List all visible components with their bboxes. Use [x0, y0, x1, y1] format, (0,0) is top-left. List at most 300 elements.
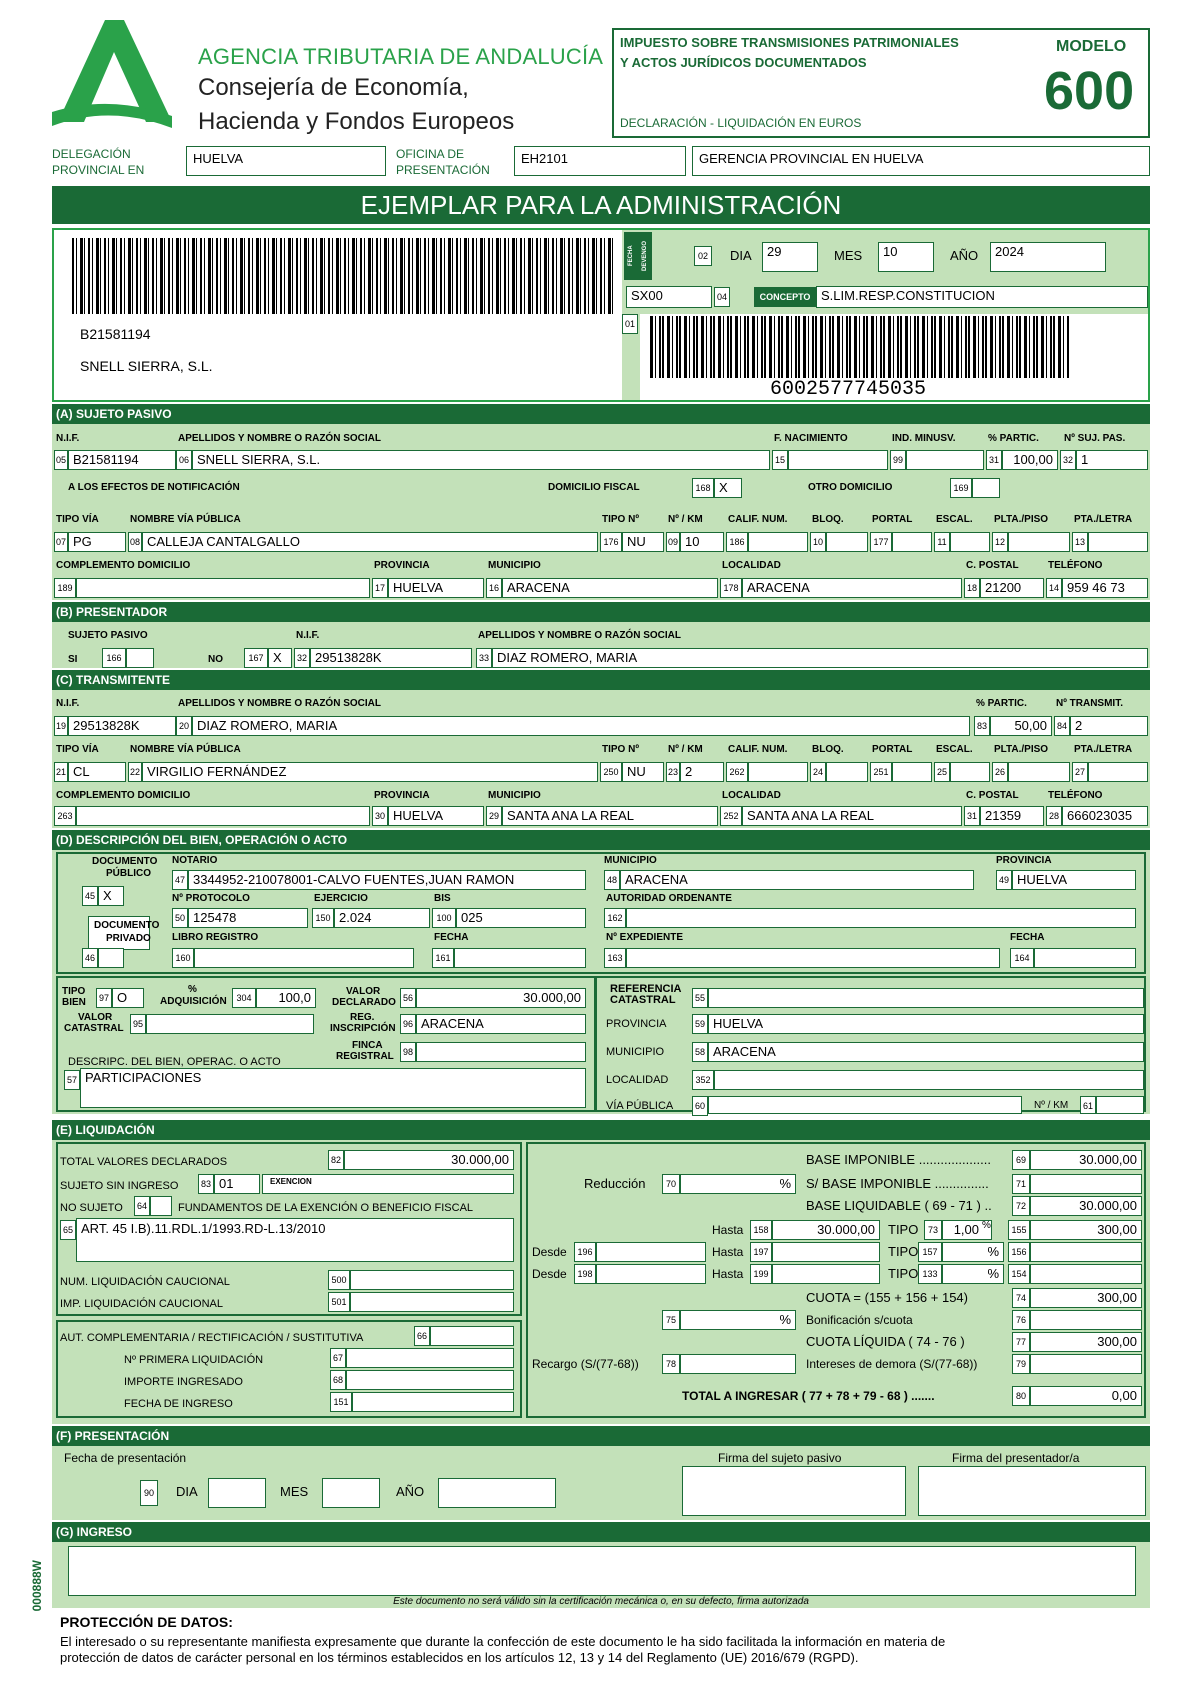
b-no-field[interactable]: X	[268, 648, 292, 668]
delegacion-field[interactable]: HUELVA	[186, 146, 386, 176]
concepto-field[interactable]: S.LIM.RESP.CONSTITUCION	[816, 286, 1148, 308]
section-a-title: (A) SUJETO PASIVO	[52, 404, 1150, 424]
c-cp-field[interactable]: 21359	[980, 806, 1044, 826]
a-prov-field[interactable]: HUELVA	[388, 578, 484, 598]
a-tipovia-field[interactable]: PG	[68, 532, 126, 552]
e-numcau-field[interactable]	[350, 1270, 514, 1290]
field-num-76: 76	[1012, 1310, 1030, 1330]
a-bloq-label: BLOQ.	[812, 514, 844, 525]
d-valcat-field[interactable]	[146, 1014, 314, 1034]
field-num-304: 304	[232, 988, 256, 1008]
a-mun-label: MUNICIPIO	[488, 560, 541, 571]
a-loc-label: LOCALIDAD	[722, 560, 781, 571]
a-apell-field[interactable]: SNELL SIERRA, S.L.	[192, 450, 770, 470]
f-anio-field[interactable]	[438, 1478, 556, 1508]
d-tipobien-label-2: BIEN	[62, 997, 86, 1008]
field-num-07: 07	[54, 532, 68, 552]
e-hasta-field-3[interactable]	[772, 1264, 880, 1284]
field-num-352: 352	[692, 1070, 714, 1090]
d-provincia-field[interactable]: HUELVA	[1012, 870, 1136, 890]
g-note: Este documento no será válido sin la certificación mecánica o, en su defecto, firma autorizada	[393, 1596, 809, 1607]
d-docpub-label-1: DOCUMENTO	[92, 856, 158, 867]
e-nosuj-field[interactable]	[150, 1196, 172, 1216]
d-nkm-label: Nº / KM	[1034, 1100, 1069, 1111]
field-num-46: 46	[82, 948, 98, 968]
d-ejer-field[interactable]: 2.024	[334, 908, 430, 928]
a-part-label: % PARTIC.	[988, 433, 1039, 444]
d-prov2-field[interactable]: HUELVA	[708, 1014, 1144, 1034]
mes-field[interactable]: 10	[878, 242, 934, 272]
b-nif-label: N.I.F.	[296, 630, 320, 641]
field-num-01: 01	[622, 314, 638, 334]
e-int-field[interactable]	[1030, 1354, 1142, 1374]
tax-title-1: IMPUESTO SOBRE TRANSMISIONES PATRIMONIALES	[620, 35, 959, 50]
tax-title-2: Y ACTOS JURÍDICOS DOCUMENTADOS	[620, 55, 867, 70]
c-mun-field[interactable]: SANTA ANA LA REAL	[502, 806, 718, 826]
e-base-field[interactable]: 30.000,00	[1030, 1150, 1142, 1170]
concepto-label: CONCEPTO	[754, 287, 816, 307]
c-tel-field[interactable]: 666023035	[1062, 806, 1148, 826]
d-tipobien-field[interactable]: O	[112, 988, 144, 1008]
field-num-151: 151	[330, 1392, 352, 1412]
d-refcat-label-1: REFERENCIA	[610, 983, 682, 995]
b-suj-label: SUJETO PASIVO	[68, 630, 148, 641]
a-compl-field[interactable]	[76, 578, 370, 598]
e-hasta-label-2: Hasta	[712, 1245, 744, 1259]
barcode-right	[650, 316, 1070, 378]
field-num-60: 60	[692, 1096, 708, 1116]
field-num-49: 49	[996, 870, 1012, 890]
field-num-133: 133	[918, 1264, 942, 1284]
field-num-177: 177	[870, 532, 892, 552]
d-finca-label-1: FINCA	[352, 1040, 383, 1051]
e-desde-label-2: Desde	[532, 1267, 567, 1281]
e-hasta-field-2[interactable]	[772, 1242, 880, 1262]
a-notif-label: A LOS EFECTOS DE NOTIFICACIÓN	[68, 482, 240, 493]
e-tipo-label-2: TIPO	[888, 1244, 919, 1259]
d-loc-label: LOCALIDAD	[606, 1074, 669, 1086]
c-nombrevia-field[interactable]: VIRGILIO FERNÁNDEZ	[142, 762, 598, 782]
d-descr-field[interactable]: PARTICIPACIONES	[80, 1068, 586, 1108]
b-si-field[interactable]	[126, 648, 154, 668]
f-firma-pres-field[interactable]	[918, 1466, 1146, 1516]
e-nprim-field[interactable]	[346, 1348, 514, 1368]
a-portal-field[interactable]	[892, 532, 932, 552]
a-escal-field[interactable]	[950, 532, 990, 552]
b-si-label: SI	[68, 654, 78, 665]
a-domfis-label: DOMICILIO FISCAL	[548, 482, 640, 493]
agency-logo	[50, 18, 175, 128]
c-bloq-label: BLOQ.	[812, 744, 844, 755]
e-cliq-field[interactable]: 300,00	[1030, 1332, 1142, 1352]
e-rec-field[interactable]	[680, 1354, 796, 1374]
c-nkm-label: Nº / KM	[668, 744, 703, 755]
e-cliq-label: CUOTA LÍQUIDA ( 74 - 76 )	[806, 1334, 965, 1349]
d-nkm-field[interactable]	[1096, 1096, 1144, 1114]
fecha-devengo-label: FECHA DEVENGO	[624, 232, 652, 280]
f-firma-pres-label: Firma del presentador/a	[952, 1451, 1080, 1465]
field-num-02: 02	[694, 246, 712, 266]
field-num-83e: 83	[198, 1174, 214, 1194]
d-docpriv-label-1: DOCUMENTO	[94, 920, 160, 931]
c-tel-label: TELÉFONO	[1048, 790, 1103, 801]
c-apell-field[interactable]: DIAZ ROMERO, MARIA	[192, 716, 970, 736]
d-valdecl-field[interactable]: 30.000,00	[416, 988, 586, 1008]
d-reg-label-1: REG.	[350, 1012, 375, 1023]
modelo-number: 600	[1044, 61, 1135, 121]
field-num-23: 23	[666, 762, 680, 782]
sx-field[interactable]: SX00	[626, 286, 712, 308]
e-bonif-label: Bonificación s/cuota	[806, 1313, 913, 1327]
field-num-97: 97	[96, 988, 112, 1008]
c-portal-label: PORTAL	[872, 744, 913, 755]
e-bonif-field[interactable]	[1030, 1310, 1142, 1330]
field-num-150: 150	[312, 908, 334, 928]
a-nif-field[interactable]: B21581194	[68, 450, 176, 470]
e-impcau-field[interactable]	[350, 1292, 514, 1312]
field-num-155: 155	[1008, 1220, 1030, 1240]
field-num-156: 156	[1008, 1242, 1030, 1262]
c-portal-field[interactable]	[892, 762, 932, 782]
field-num-19: 19	[54, 716, 68, 736]
d-mun2-field[interactable]: ARACENA	[708, 1042, 1144, 1062]
c-pta-field[interactable]	[1088, 762, 1148, 782]
b-no-label: NO	[208, 654, 223, 665]
field-num-196: 196	[574, 1242, 596, 1262]
field-num-15: 15	[772, 450, 788, 470]
field-num-71: 71	[1012, 1174, 1030, 1194]
field-num-64: 64	[134, 1196, 150, 1216]
field-num-31: 31	[986, 450, 1002, 470]
a-cp-field[interactable]: 21200	[980, 578, 1044, 598]
field-num-57: 57	[64, 1070, 80, 1090]
e-hasta-label-1: Hasta	[712, 1223, 744, 1237]
d-tipobien-label-1: TIPO	[62, 986, 86, 997]
field-num-05: 05	[54, 450, 68, 470]
c-loc-field[interactable]: SANTA ANA LA REAL	[742, 806, 962, 826]
field-num-162: 162	[604, 908, 626, 928]
a-part-field[interactable]: 100,00	[1002, 450, 1058, 470]
d-fecha2-label: FECHA	[1010, 932, 1045, 943]
field-num-26: 26	[992, 762, 1008, 782]
a-prov-label: PROVINCIA	[374, 560, 430, 571]
a-nsuj-field[interactable]: 1	[1076, 450, 1148, 470]
field-num-501: 501	[328, 1292, 350, 1312]
oficina-name-field[interactable]: GERENCIA PROVINCIAL EN HUELVA	[692, 146, 1150, 176]
d-fecha-field[interactable]	[454, 948, 586, 968]
a-plta-field[interactable]	[1008, 532, 1070, 552]
c-prov-field[interactable]: HUELVA	[388, 806, 484, 826]
field-num-22: 22	[128, 762, 142, 782]
field-num-169: 169	[950, 478, 972, 498]
e-aut-field[interactable]	[430, 1326, 514, 1346]
e-cuota-field[interactable]: 300,00	[1030, 1288, 1142, 1308]
c-escal-label: ESCAL.	[936, 744, 973, 755]
field-num-55: 55	[692, 988, 708, 1008]
d-docpub-field[interactable]: X	[98, 886, 124, 906]
barcode-left	[72, 238, 614, 314]
field-num-178: 178	[720, 578, 742, 598]
d-refcat-label-2: CATASTRAL	[610, 994, 676, 1006]
c-escal-field[interactable]	[950, 762, 990, 782]
f-dia-label: DIA	[176, 1484, 198, 1499]
field-num-251: 251	[870, 762, 892, 782]
c-part-field[interactable]: 50,00	[990, 716, 1052, 736]
f-firma-suj-field[interactable]	[682, 1466, 906, 1516]
field-num-82: 82	[328, 1150, 344, 1170]
field-num-06: 06	[176, 450, 192, 470]
field-num-163: 163	[604, 948, 626, 968]
a-apell-label: APELLIDOS Y NOMBRE O RAZÓN SOCIAL	[178, 433, 381, 444]
field-num-157: 157	[918, 1242, 942, 1262]
a-ind-label: IND. MINUSV.	[892, 433, 956, 444]
field-num-80: 80	[1012, 1386, 1030, 1406]
d-nprot-field[interactable]: 125478	[188, 908, 308, 928]
field-num-75: 75	[662, 1310, 680, 1330]
dia-field[interactable]: 29	[762, 242, 818, 272]
e-impi-field[interactable]	[346, 1370, 514, 1390]
field-num-95: 95	[130, 1014, 146, 1034]
d-nexp-field[interactable]	[626, 948, 1000, 968]
field-num-83c: 83	[974, 716, 990, 736]
d-loc-field[interactable]	[714, 1070, 1144, 1090]
a-nombrevia-label: NOMBRE VÍA PÚBLICA	[130, 514, 241, 525]
c-tipon-field[interactable]: NU	[622, 762, 664, 782]
e-tipo-label-1: TIPO	[888, 1222, 919, 1237]
c-calif-label: CALIF. NUM.	[728, 744, 788, 755]
field-num-18: 18	[964, 578, 980, 598]
field-num-186: 186	[726, 532, 748, 552]
e-hasta-field-1[interactable]: 30.000,00	[772, 1220, 880, 1240]
field-num-32b: 32	[294, 648, 310, 668]
d-finca-field[interactable]	[416, 1042, 586, 1062]
d-notario-label: NOTARIO	[172, 855, 218, 866]
d-municipio-label: MUNICIPIO	[604, 855, 657, 866]
barcode-number: 6002577745035	[770, 378, 927, 401]
d-prov2-label: PROVINCIA	[606, 1018, 667, 1030]
privacy-title: PROTECCIÓN DE DATOS:	[60, 1614, 233, 1630]
d-via-label: VÍA PÚBLICA	[606, 1100, 674, 1112]
a-ind-field[interactable]	[906, 450, 984, 470]
field-num-252: 252	[720, 806, 742, 826]
a-mun-field[interactable]: ARACENA	[502, 578, 718, 598]
field-num-96: 96	[400, 1014, 416, 1034]
field-num-70: 70	[662, 1174, 680, 1194]
d-descr-label: DESCRIPC. DEL BIEN, OPERAC. O ACTO	[68, 1056, 281, 1068]
e-v155-field[interactable]: 300,00	[1030, 1220, 1142, 1240]
c-ntr-label: Nº TRANSMIT.	[1056, 698, 1123, 709]
f-anio-label: AÑO	[396, 1484, 425, 1499]
c-calif-field[interactable]	[748, 762, 808, 782]
e-tipo-label-3: TIPO	[888, 1266, 919, 1281]
e-sin-field[interactable]: 01	[214, 1174, 260, 1194]
d-adq-label-2: ADQUISICIÓN	[160, 996, 227, 1007]
e-total-label: TOTAL VALORES DECLARADOS	[60, 1156, 228, 1168]
e-fing-label: FECHA DE INGRESO	[124, 1398, 233, 1410]
field-num-74: 74	[1012, 1288, 1030, 1308]
d-reg-field[interactable]: ARACENA	[416, 1014, 586, 1034]
a-escal-label: ESCAL.	[936, 514, 973, 525]
e-tipo-field-1[interactable]: 1,00	[942, 1220, 992, 1240]
field-num-160: 160	[172, 948, 194, 968]
e-fund-field[interactable]: ART. 45 I.B).11.RDL.1/1993.RD-L.13/2010	[76, 1218, 514, 1262]
privacy-text-2: protección de datos de carácter personal en los términos establecidos en los artículos 12, 13 y 14 del Reglamento (UE) 2016/679 (RGPD).	[60, 1650, 859, 1665]
field-num-58: 58	[692, 1042, 708, 1062]
e-reduc-field[interactable]: %	[680, 1174, 796, 1194]
field-num-99: 99	[890, 450, 906, 470]
d-valcat-label-2: CATASTRAL	[64, 1023, 124, 1034]
field-num-68: 68	[330, 1370, 346, 1390]
e-v154-field[interactable]	[1030, 1264, 1142, 1284]
field-num-33b: 33	[476, 648, 492, 668]
e-fund-label: FUNDAMENTOS DE LA EXENCIÓN O BENEFICIO FISCAL	[178, 1202, 474, 1214]
field-num-98: 98	[400, 1042, 416, 1062]
consejeria-line-1: Consejería de Economía,	[198, 74, 469, 101]
e-sin-label: SUJETO SIN INGRESO	[60, 1180, 179, 1192]
a-calif-field[interactable]	[748, 532, 808, 552]
c-tipovia-field[interactable]: CL	[68, 762, 126, 782]
field-num-263: 263	[54, 806, 76, 826]
field-num-08: 08	[128, 532, 142, 552]
e-v156-field[interactable]	[1030, 1242, 1142, 1262]
a-nkm-field[interactable]: 10	[680, 532, 724, 552]
e-reduc-label: Reducción	[584, 1176, 646, 1191]
d-autor-field[interactable]	[626, 908, 1136, 928]
section-c-title: (C) TRANSMITENTE	[52, 670, 1150, 690]
anio-label: AÑO	[950, 248, 979, 263]
field-num-25: 25	[934, 762, 950, 782]
field-num-21: 21	[54, 762, 68, 782]
mes-label: MES	[834, 248, 863, 263]
field-num-17: 17	[372, 578, 388, 598]
a-cp-label: C. POSTAL	[966, 560, 1019, 571]
field-num-27: 27	[1072, 762, 1088, 782]
e-aut-label: AUT. COMPLEMENTARIA / RECTIFICACIÓN / SUSTITUTIVA	[60, 1332, 364, 1344]
a-tipon-field[interactable]: NU	[622, 532, 664, 552]
a-otro-field[interactable]	[972, 478, 1000, 498]
d-fecha2-field[interactable]	[1034, 948, 1136, 968]
b-apell-field[interactable]: DIAZ ROMERO, MARIA	[492, 648, 1148, 668]
f-dia-field[interactable]	[208, 1478, 266, 1508]
consejeria-line-2: Hacienda y Fondos Europeos	[198, 108, 515, 135]
c-bloq-field[interactable]	[826, 762, 868, 782]
d-valdecl-label-1: VALOR	[346, 986, 381, 997]
e-nosuj-label: NO SUJETO	[60, 1202, 123, 1214]
c-nif-field[interactable]: 29513828K	[68, 716, 176, 736]
copy-banner: EJEMPLAR PARA LA ADMINISTRACIÓN	[52, 186, 1150, 224]
f-fecha-label: Fecha de presentación	[64, 1451, 187, 1465]
oficina-code-field[interactable]: EH2101	[514, 146, 686, 176]
section-b-title: (B) PRESENTADOR	[52, 602, 1150, 622]
section-e-title: (E) LIQUIDACIÓN	[52, 1120, 1150, 1140]
oficina-label-2: PRESENTACIÓN	[396, 163, 490, 177]
f-mes-field[interactable]	[322, 1478, 380, 1508]
e-cuota-label: CUOTA = (155 + 156 + 154)	[806, 1290, 968, 1305]
e-totalin-field[interactable]: 0,00	[1030, 1386, 1142, 1406]
e-total-field[interactable]: 30.000,00	[344, 1150, 514, 1170]
a-domfis-field[interactable]: X	[714, 478, 742, 498]
anio-field[interactable]: 2024	[990, 242, 1106, 272]
d-libro-field[interactable]	[194, 948, 414, 968]
e-bonif-pct-field[interactable]: %	[680, 1310, 796, 1330]
e-desde-label-1: Desde	[532, 1245, 567, 1259]
field-num-16: 16	[486, 578, 502, 598]
e-base-label: BASE IMPONIBLE ....................	[806, 1152, 991, 1167]
c-prov-label: PROVINCIA	[374, 790, 430, 801]
b-nif-field[interactable]: 29513828K	[310, 648, 472, 668]
e-bliq-field[interactable]: 30.000,00	[1030, 1196, 1142, 1216]
a-tel-label: TELÉFONO	[1048, 560, 1103, 571]
d-refcat-field[interactable]	[708, 988, 1144, 1008]
c-compl-label: COMPLEMENTO DOMICILIO	[56, 790, 191, 801]
c-compl-field[interactable]	[76, 806, 370, 826]
field-num-45: 45	[82, 886, 98, 906]
a-tipon-label: TIPO Nº	[602, 514, 639, 525]
g-ingreso-field[interactable]	[68, 1546, 1136, 1596]
a-bloq-field[interactable]	[826, 532, 868, 552]
a-fnac-label: F. NACIMIENTO	[774, 433, 848, 444]
field-num-09: 09	[666, 532, 680, 552]
d-municipio-field[interactable]: ARACENA	[620, 870, 974, 890]
c-ntr-field[interactable]: 2	[1070, 716, 1148, 736]
e-desde-field-1[interactable]	[596, 1242, 706, 1262]
d-provincia-label: PROVINCIA	[996, 855, 1052, 866]
field-num-167: 167	[244, 648, 268, 668]
e-tipo-field-2[interactable]: %	[942, 1242, 1004, 1262]
d-docpriv-field[interactable]	[98, 948, 124, 968]
section-f-title: (F) PRESENTACIÓN	[52, 1426, 1150, 1446]
agency-name: AGENCIA TRIBUTARIA DE ANDALUCÍA	[198, 44, 604, 69]
c-pta-label: PTA./LETRA	[1074, 744, 1133, 755]
a-plta-label: PLTA./PISO	[994, 514, 1049, 525]
section-g-title: (G) INGRESO	[52, 1522, 1150, 1542]
field-num-79: 79	[1012, 1354, 1030, 1374]
e-sbase-field[interactable]	[1030, 1174, 1142, 1194]
field-num-65: 65	[60, 1220, 76, 1240]
g-side-code: 000888W	[30, 1560, 44, 1612]
d-docpriv-label-2: PRIVADO	[106, 933, 151, 944]
d-bis-field[interactable]: 025	[456, 908, 586, 928]
d-notario-field[interactable]: 3344952-210078001-CALVO FUENTES,JUAN RAMON	[188, 870, 586, 890]
field-num-50: 50	[172, 908, 188, 928]
field-num-78: 78	[662, 1354, 680, 1374]
c-nkm-field[interactable]: 2	[680, 762, 724, 782]
field-num-500: 500	[328, 1270, 350, 1290]
e-fing-field[interactable]	[352, 1392, 514, 1412]
field-num-31c: 31	[964, 806, 980, 826]
a-fnac-field[interactable]	[788, 450, 888, 470]
d-via-field[interactable]	[708, 1096, 1022, 1114]
field-num-47: 47	[172, 870, 188, 890]
f-mes-label: MES	[280, 1484, 309, 1499]
d-adq-field[interactable]: 100,0	[256, 988, 316, 1008]
field-num-77: 77	[1012, 1332, 1030, 1352]
d-libro-label: LIBRO REGISTRO	[172, 932, 259, 943]
e-desde-field-2[interactable]	[596, 1264, 706, 1284]
a-loc-field[interactable]: ARACENA	[742, 578, 962, 598]
a-nombrevia-field[interactable]: CALLEJA CANTALGALLO	[142, 532, 598, 552]
c-plta-field[interactable]	[1008, 762, 1070, 782]
modelo-label: MODELO	[1056, 38, 1127, 55]
a-tel-field[interactable]: 959 46 73	[1062, 578, 1148, 598]
d-fecha-label: FECHA	[434, 932, 469, 943]
a-calif-label: CALIF. NUM.	[728, 514, 788, 525]
field-num-28: 28	[1046, 806, 1062, 826]
e-tipo-field-3[interactable]: %	[942, 1264, 1004, 1284]
c-nif-label: N.I.F.	[56, 698, 80, 709]
a-pta-field[interactable]	[1088, 532, 1148, 552]
field-num-12: 12	[992, 532, 1008, 552]
